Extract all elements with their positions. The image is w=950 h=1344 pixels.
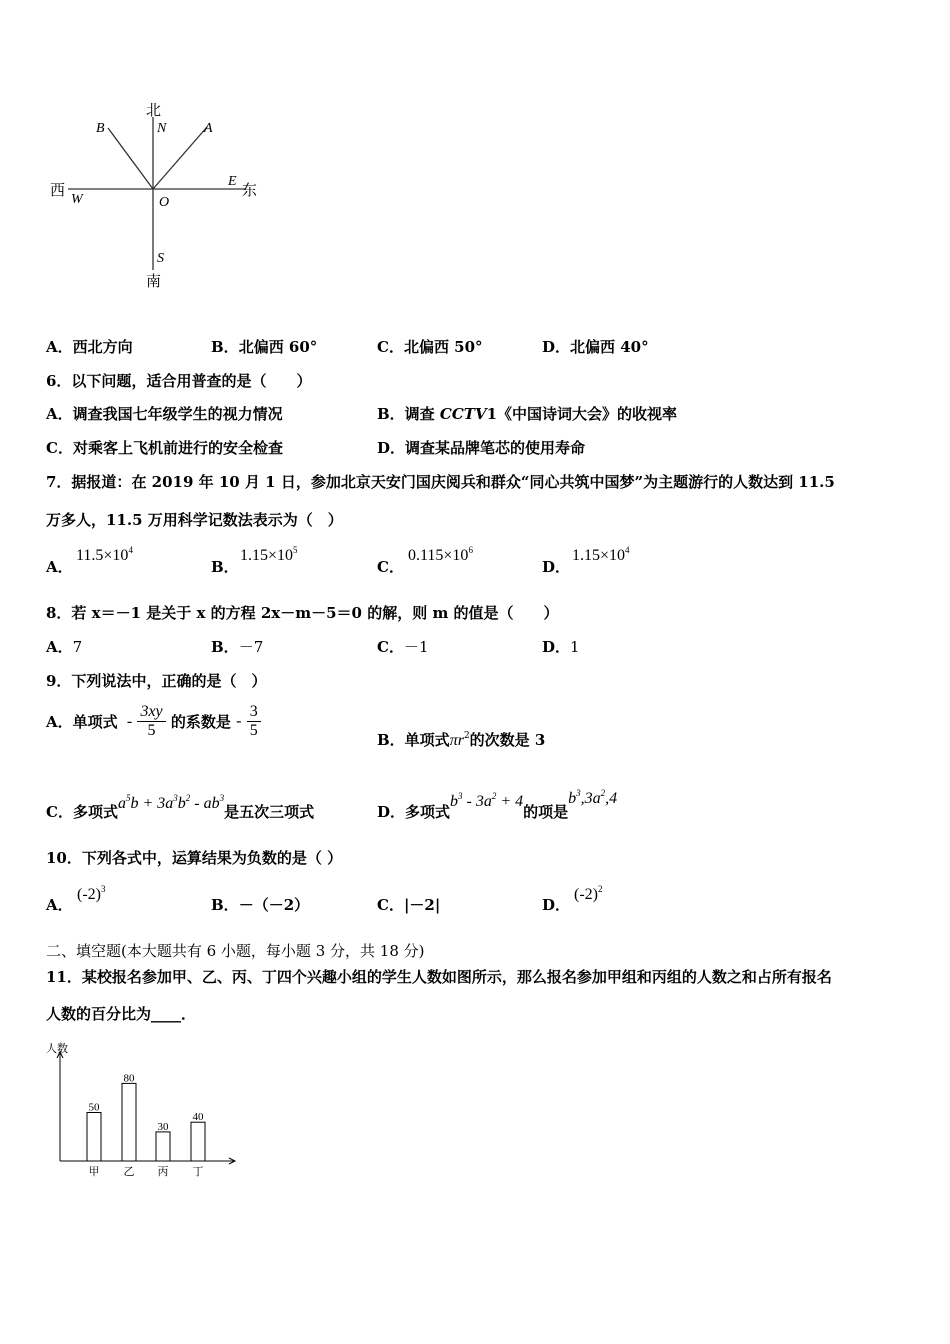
q9-a-fraction-2: $\frac{3}{5}$ [247, 703, 261, 740]
q8-option-b[interactable]: B．－7 [211, 638, 264, 656]
q7-option-a-letter[interactable]: A． [46, 558, 73, 576]
bar-value-label: 50 [88, 1101, 100, 1114]
bar-chart [40, 1038, 250, 1183]
category-label: 丁 [192, 1166, 204, 1178]
q10-option-a-value: $(-2)^3$ [77, 884, 106, 903]
q9-c-polynomial: $a^5b + 3a^3b^2 - ab^3$ [117, 793, 225, 812]
q5-option-a[interactable]: A．西北方向 [46, 338, 133, 356]
q9-a-fraction-1: $\frac{3xy}{5}$ [137, 703, 165, 740]
bar [156, 1132, 170, 1161]
q10-stem: 10．下列各式中，运算结果为负数的是（ ） [46, 849, 343, 867]
q9-option-b[interactable]: B．单项式$\pi r^2$的次数是 3 [377, 731, 546, 749]
q5-option-d[interactable]: D．北偏西 40° [542, 338, 649, 356]
q7-stem-line2: 万多人，11.5 万用科学记数法表示为（ ） [46, 511, 343, 529]
q6-option-c[interactable]: C．对乘客上飞机前进行的安全检查 [46, 439, 283, 457]
q11-stem-line2: 人数的百分比为____． [46, 1005, 197, 1023]
q9-option-c[interactable]: C．多项式$a^5b + 3a^3b^2 - ab^3$是五次三项式 [46, 793, 315, 821]
q10-option-a-letter[interactable]: A． [46, 896, 73, 914]
q9-option-a[interactable]: A．单项式 - $\frac{3xy}{5}$ 的系数是 - $\frac{3}{5}$ [46, 703, 261, 740]
q9-d-polynomial: $b^3 - 3a^2 + 4$ [450, 791, 524, 810]
q9-stem: 9．下列说法中，正确的是（ ） [46, 672, 267, 690]
q8-option-d[interactable]: D．1 [542, 638, 580, 656]
q7-option-a-value: $11.5\times 10^4$ [76, 545, 133, 564]
q7-option-c-value: $0.115\times 10^6$ [408, 545, 473, 564]
label-B: B [96, 121, 105, 136]
q8-stem: 8．若 x＝－1 是关于 x 的方程 2x－m－5＝0 的解，则 m 的值是（ ） [46, 604, 559, 622]
y-axis-label: 人数 [46, 1043, 68, 1055]
label-east: 东 [242, 183, 258, 199]
category-label: 丙 [157, 1166, 169, 1178]
bar-value-label: 80 [123, 1072, 135, 1085]
q11-stem-line1: 11．某校报名参加甲、乙、丙、丁四个兴趣小组的学生人数如图所示，那么报名参加甲组和丙组的人数之和占所有报名 [46, 968, 832, 986]
label-O: O [159, 195, 170, 210]
q6-option-a[interactable]: A．调查我国七年级学生的视力情况 [46, 405, 283, 423]
label-north: 北 [146, 103, 162, 119]
q10-option-b[interactable]: B．－（－2） [211, 896, 310, 914]
bar [122, 1083, 136, 1161]
q7-option-d-value: $1.15\times 10^4$ [572, 545, 630, 564]
q10-option-c[interactable]: C．|－2| [377, 896, 441, 914]
q10-option-d-value: $(-2)^2$ [574, 884, 603, 903]
q7-option-d-letter[interactable]: D． [542, 558, 571, 576]
q10-option-d-letter[interactable]: D． [542, 896, 571, 914]
q9-option-d[interactable]: D．多项式$b^3 - 3a^2 + 4$的项是$b^3,3a^2,4$ [377, 788, 618, 821]
q7-stem-line1: 7．据报道：在 2019 年 10 月 1 日，参加北京天安门国庆阅兵和群众“同心共筑中国梦”为主题游行的人数达到 11.5 [46, 473, 835, 491]
q7-option-c-letter[interactable]: C． [377, 558, 404, 576]
q9-d-terms: $b^3,3a^2,4$ [568, 788, 618, 807]
label-A: A [204, 121, 213, 136]
label-W: W [71, 192, 83, 207]
label-south: 南 [146, 274, 162, 290]
q7-option-b-value: $1.15\times 10^5$ [240, 545, 298, 564]
label-E: E [228, 174, 237, 189]
q6-stem: 6．以下问题，适合用普查的是（ ） [46, 372, 312, 390]
q6-option-b[interactable]: B．调查 CCTV1《中国诗词大会》的收视率 [377, 405, 678, 423]
bar-value-label: 40 [192, 1111, 204, 1124]
compass-diagram [40, 95, 280, 295]
q8-option-c[interactable]: C．－1 [377, 638, 429, 656]
category-label: 甲 [88, 1166, 100, 1178]
bar [191, 1122, 205, 1161]
ray-OB [108, 128, 153, 189]
q7-option-b-letter[interactable]: B． [211, 558, 239, 576]
q5-option-b[interactable]: B．北偏西 60° [211, 338, 318, 356]
q5-option-c[interactable]: C．北偏西 50° [377, 338, 483, 356]
ray-OA [153, 127, 207, 189]
section-2-heading: 二、填空题(本大题共有 6 小题，每小题 3 分，共 18 分) [46, 942, 425, 960]
label-N: N [157, 121, 167, 136]
bar [87, 1113, 101, 1162]
bar-value-label: 30 [157, 1120, 169, 1133]
label-west: 西 [50, 183, 66, 199]
q6-option-d[interactable]: D．调查某品牌笔芯的使用寿命 [377, 439, 586, 457]
q8-option-a[interactable]: A．7 [46, 638, 83, 656]
label-S: S [157, 251, 164, 266]
category-label: 乙 [123, 1166, 135, 1178]
